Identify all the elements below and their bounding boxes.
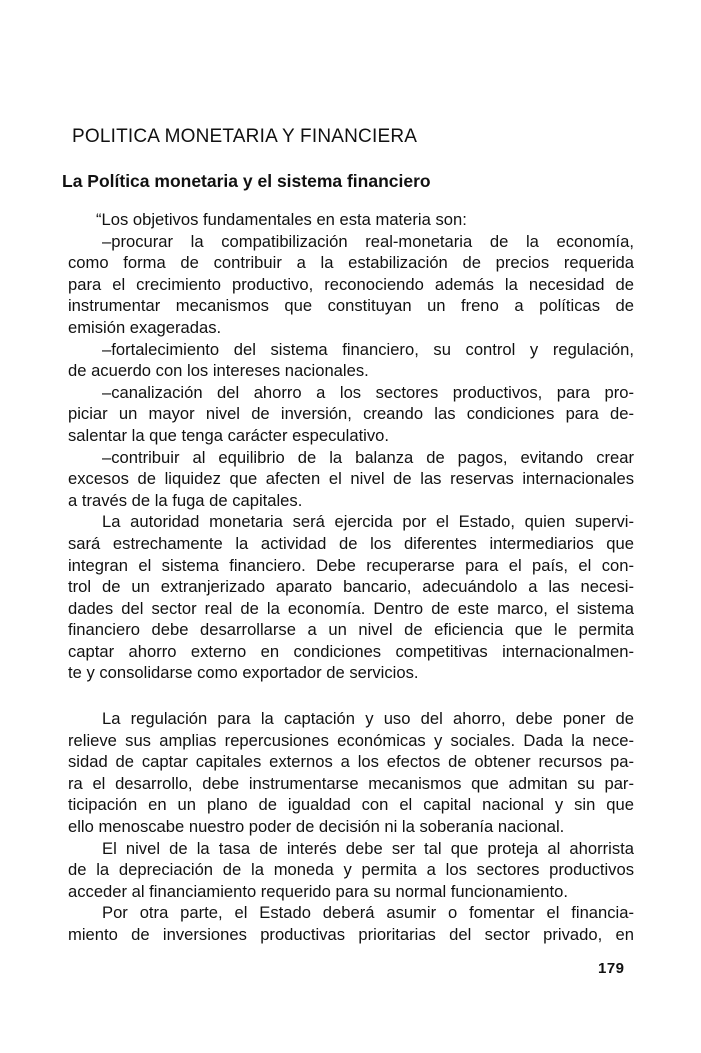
- text-line: sidad de captar capitales externos a los efectos de obtener recursos pa-: [68, 752, 634, 772]
- text-line: –canalización del ahorro a los sectores productivos, para pro-: [102, 382, 634, 402]
- subsection-title: La Política monetaria y el sistema financiero: [62, 171, 431, 191]
- text-line: ra el desarrollo, debe instrumentarse mecanismos que admitan su par-: [68, 773, 634, 793]
- text-line: trol de un extranjerizado aparato bancario, adecuándolo a las necesi-: [68, 577, 634, 597]
- text-line: financiero debe desarrollarse a un nivel de eficiencia que le permita: [68, 620, 634, 640]
- text-line: a través de la fuga de capitales.: [68, 490, 303, 510]
- text-line: “Los objetivos fundamentales en esta materia son:: [96, 210, 467, 229]
- text-line: La autoridad monetaria será ejercida por el Estado, quien supervi-: [102, 512, 634, 532]
- text-line: sará estrechamente la actividad de los diferentes intermediarios que: [68, 533, 634, 553]
- text-line: ello menoscabe nuestro poder de decisión ni la soberanía nacional.: [68, 816, 565, 836]
- text-line: –procurar la compatibilización real-monetaria de la economía,: [102, 231, 634, 251]
- text-line: acceder al financiamiento requerido para su normal funcionamiento.: [68, 881, 568, 901]
- text-line: –contribuir al equilibrio de la balanza de pagos, evitando crear: [102, 447, 634, 467]
- text-line: El nivel de la tasa de interés debe ser tal que proteja al ahorrista: [102, 838, 634, 858]
- text-line: te y consolidarse como exportador de servicios.: [68, 663, 419, 683]
- text-line: relieve sus amplias repercusiones económicas y sociales. Dada la nece-: [68, 730, 634, 750]
- text-line: –fortalecimiento del sistema financiero, su control y regulación,: [102, 339, 634, 359]
- text-line: piciar un mayor nivel de inversión, creando las condiciones para de-: [68, 404, 634, 424]
- text-line: captar ahorro externo en condiciones competitivas internacionalmen-: [68, 641, 634, 661]
- body-block-1: [68, 209, 634, 684]
- text-line: para el crecimiento productivo, reconociendo además la necesidad de: [68, 274, 634, 294]
- body-block-2: [68, 708, 634, 946]
- text-line: de la depreciación de la moneda y permita a los sectores productivos: [68, 860, 634, 880]
- text-line: emisión exageradas.: [68, 317, 222, 337]
- text-line: salentar la que tenga carácter especulativo.: [68, 425, 390, 445]
- text-line: Por otra parte, el Estado deberá asumir o fomentar el financia-: [102, 903, 634, 923]
- text-line: integran el sistema financiero. Debe recuperarse para el país, el con-: [68, 555, 634, 575]
- text-line: excesos de liquidez que afecten el nivel de las reservas internacionales: [68, 469, 634, 489]
- section-title: POLITICA MONETARIA Y FINANCIERA: [72, 126, 418, 147]
- text-line: La regulación para la captación y uso del ahorro, debe poner de: [102, 709, 634, 728]
- text-line: dades del sector real de la economía. Dentro de este marco, el sistema: [68, 598, 634, 618]
- text-line: miento de inversiones productivas prioritarias del sector privado, en: [68, 924, 634, 944]
- text-line: instrumentar mecanismos que constituyan un freno a políticas de: [68, 296, 634, 316]
- text-line: de acuerdo con los intereses nacionales.: [68, 361, 369, 381]
- text-line: como forma de contribuir a la estabilización de precios requerida: [68, 253, 634, 273]
- page-number: 179: [598, 960, 625, 977]
- text-line: ticipación en un plano de igualdad con el capital nacional y sin que: [68, 795, 634, 815]
